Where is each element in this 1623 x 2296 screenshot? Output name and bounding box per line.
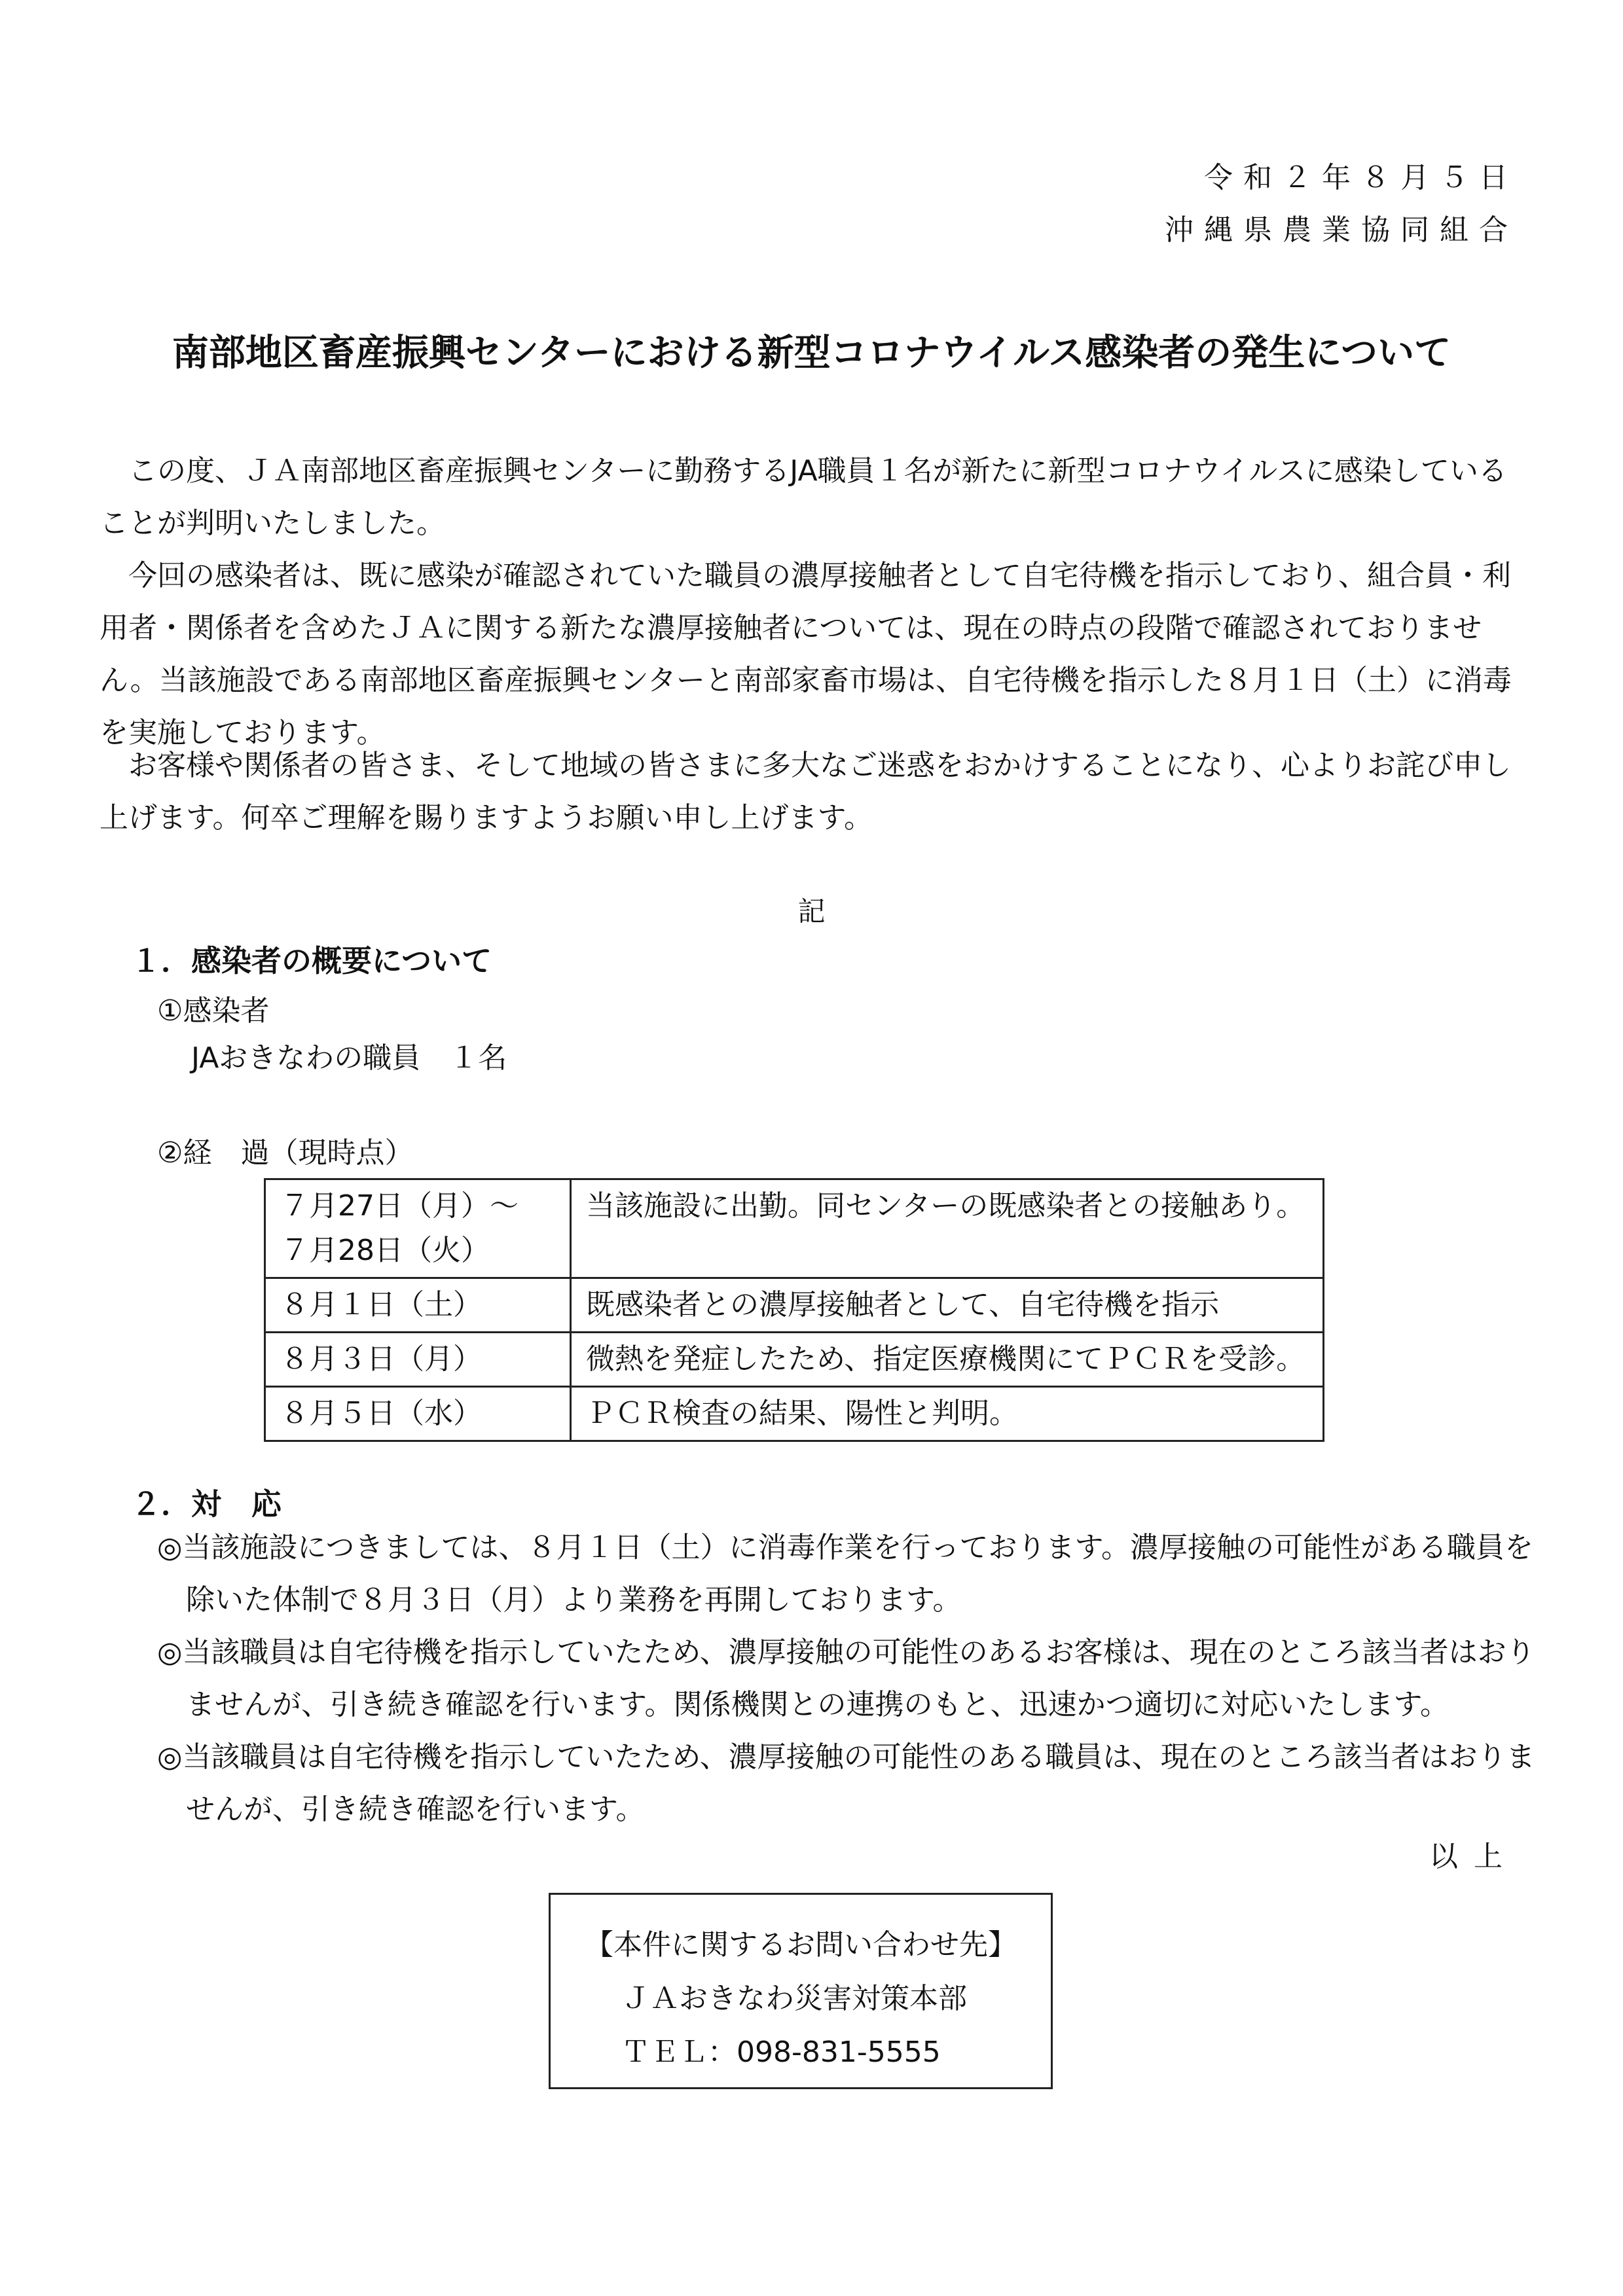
document-title: 南部地区畜産振興センターにおける新型コロナウイルス感染者の発生について	[172, 332, 1451, 374]
timeline-date-cell: ８月３日（月）	[265, 1333, 571, 1387]
contact-department: ＪＡおきなわ災害対策本部	[621, 1982, 967, 2015]
issuing-organization: 沖縄県農業協同組合	[1165, 213, 1518, 247]
body-paragraph-1: この度、ＪＡ南部地区畜産振興センターに勤務するJA職員１名が新たに新型コロナウイルスに感染していることが判明いたしました。	[100, 454, 1507, 540]
closing-mark: 以上	[1429, 1840, 1518, 1873]
response-item-2: ◎当該職員は自宅待機を指示していたため、濃厚接触の可能性のあるお客様は、現在のところ該当者はおりませんが、引き続き確認を行います。関係機関との連携のもと、迅速かつ適切に対応いたします。	[157, 1636, 1535, 1721]
timeline-event-cell: 既感染者との濃厚接触者として、自宅待機を指示	[571, 1278, 1324, 1333]
timeline-event-cell: 当該施設に出勤。同センターの既感染者との接触あり。	[571, 1179, 1324, 1278]
progress-timeline-table	[264, 1178, 1324, 1442]
response-item-3: ◎当該職員は自宅待機を指示していたため、濃厚接触の可能性のある職員は、現在のところ該当者はおりませんが、引き続き確認を行います。	[157, 1740, 1535, 1826]
timeline-date-cell: ８月１日（土）	[265, 1278, 571, 1333]
infected-label: ①感染者	[157, 994, 270, 1028]
table-row	[265, 1278, 1324, 1333]
table-row	[265, 1333, 1324, 1387]
table-row	[265, 1179, 1324, 1278]
document-date: 令和２年８月５日	[1204, 161, 1518, 194]
timeline-date-cell	[265, 1179, 571, 1278]
contact-phone: ＴＥＬ：098-831-5555	[621, 2036, 941, 2069]
contact-heading: 【本件に関するお問い合わせ先】	[585, 1928, 1017, 1962]
timeline-event-cell: 微熱を発症したため、指定医療機関にてＰＣＲを受診。	[571, 1333, 1324, 1387]
ki-marker: 記	[797, 895, 826, 927]
table-row	[265, 1387, 1324, 1441]
section-1-heading: １．感染者の概要について	[131, 943, 492, 978]
infected-value: JAおきなわの職員 １名	[191, 1041, 507, 1075]
timeline-event-cell: ＰＣＲ検査の結果、陽性と判明。	[571, 1387, 1324, 1441]
timeline-date-line: ７月28日（火）	[280, 1234, 490, 1267]
body-paragraph-2: 今回の感染者は、既に感染が確認されていた職員の濃厚接触者として自宅待機を指示しており、組合員・利用者・関係者を含めたＪＡに関する新たな濃厚接触者については、現在の時点の段階で確認されておりません。当該施設である南部地区畜産振興センターと南部家畜市場は、自宅待機を指示した８月１日（土）に消毒を実施しております。	[100, 559, 1512, 749]
timeline-date-line: ７月27日（月）～	[280, 1189, 519, 1223]
timeline-date-cell: ８月５日（水）	[265, 1387, 571, 1441]
section-2-heading: ２．対 応	[131, 1486, 282, 1522]
contact-box	[549, 1893, 1053, 2089]
body-paragraph-3: お客様や関係者の皆さま、そして地域の皆さまに多大なご迷惑をおかけすることになり、心よりお詫び申し上げます。何卒ご理解を賜りますようお願い申し上げます。	[100, 749, 1511, 834]
progress-label: ②経 過（現時点）	[157, 1136, 414, 1170]
response-item-1: ◎当該施設につきましては、８月１日（土）に消毒作業を行っております。濃厚接触の可能性がある職員を除いた体制で８月３日（月）より業務を再開しております。	[157, 1531, 1533, 1617]
